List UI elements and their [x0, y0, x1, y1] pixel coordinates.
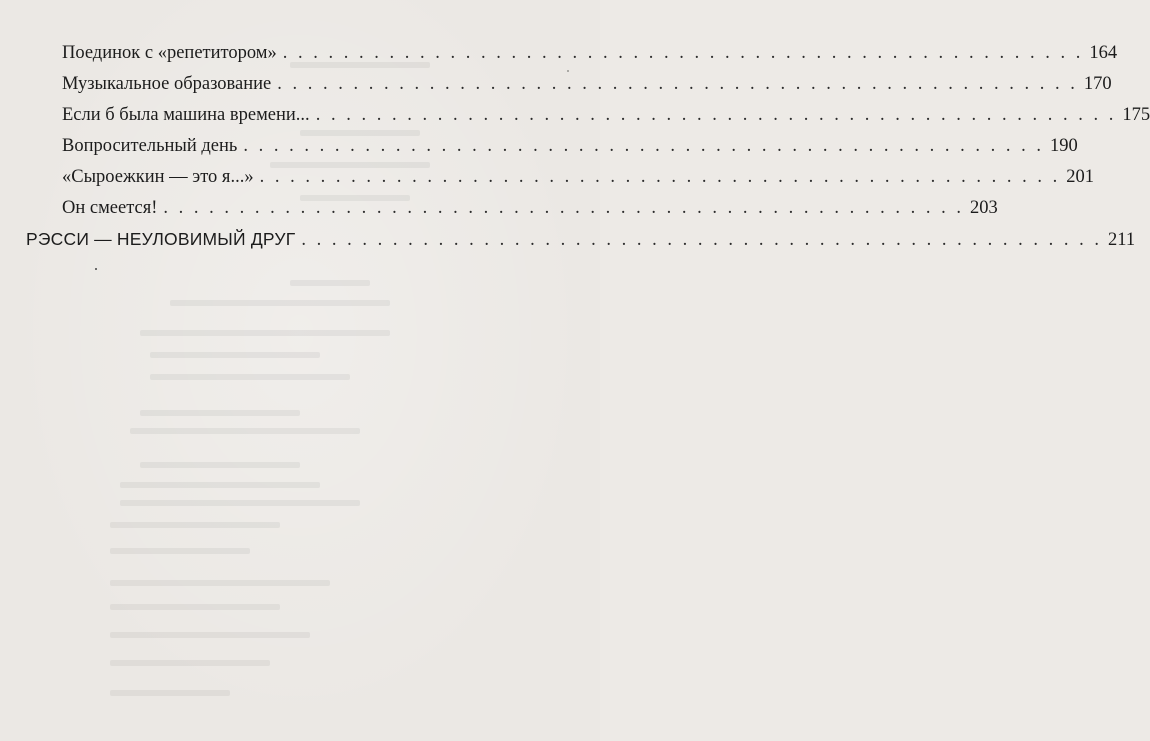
- toc-entry: [62, 131, 1078, 161]
- toc-entry-title: Вопросительный день: [62, 136, 238, 156]
- toc-entry-chapter: [26, 224, 1136, 254]
- toc-entry-title: Если б была машина времени...: [62, 105, 310, 125]
- toc-entry-page: 164: [1089, 43, 1118, 63]
- toc-chapter-page: 211: [1108, 230, 1136, 250]
- toc-leader-dots: . . . . . . . . . . . . . . . . . . . . . . . . . . . . . . . . . . . . . . . . . . . . . . . . . . . . .: [282, 43, 1084, 63]
- toc-entry: [62, 69, 1112, 99]
- toc-entry-page: 203: [970, 198, 998, 218]
- toc-entry-title: Он смеется!: [62, 198, 158, 218]
- toc-chapter-title: РЭССИ — НЕУЛОВИМЫЙ ДРУГ: [26, 229, 296, 249]
- toc-leader-dots: . . . . . . . . . . . . . . . . . . . . . . . . . . . . . . . . . . . . . . . . . . . . . . . . . . . . .: [163, 198, 965, 218]
- toc-leader-dots: . . . . . . . . . . . . . . . . . . . . . . . . . . . . . . . . . . . . . . . . . . . . . . . . . . . . .: [243, 136, 1044, 156]
- toc-entry-page: 201: [1066, 167, 1094, 187]
- toc-entry-page: 175: [1122, 105, 1150, 125]
- toc-leader-dots: . . . . . . . . . . . . . . . . . . . . . . . . . . . . . . . . . . . . . . . . . . . . . . . . . . . . .: [301, 230, 1102, 250]
- toc-entry-title: Музыкальное образование: [62, 74, 272, 94]
- toc-entry-page: 190: [1049, 136, 1078, 156]
- toc-entry-title: Поединок с «репетитором»: [62, 43, 277, 63]
- toc-entry: [62, 193, 998, 223]
- toc-entry-title: «Сыроежкин — это я...»: [62, 167, 254, 187]
- toc-leader-dots: . . . . . . . . . . . . . . . . . . . . . . . . . . . . . . . . . . . . . . . . . . . . . . . . . . . . .: [259, 167, 1061, 187]
- toc-entry-page: 170: [1083, 74, 1112, 94]
- toc-entry: [62, 162, 1094, 192]
- toc-entry: [62, 38, 1118, 68]
- toc-leader-dots: . . . . . . . . . . . . . . . . . . . . . . . . . . . . . . . . . . . . . . . . . . . . . . . . . . . . .: [315, 105, 1117, 125]
- paper-speck: [567, 70, 569, 72]
- toc-leader-dots: . . . . . . . . . . . . . . . . . . . . . . . . . . . . . . . . . . . . . . . . . . . . . . . . . . . . .: [277, 74, 1078, 94]
- toc-entry: [62, 100, 1150, 130]
- paper-speck: [95, 268, 97, 270]
